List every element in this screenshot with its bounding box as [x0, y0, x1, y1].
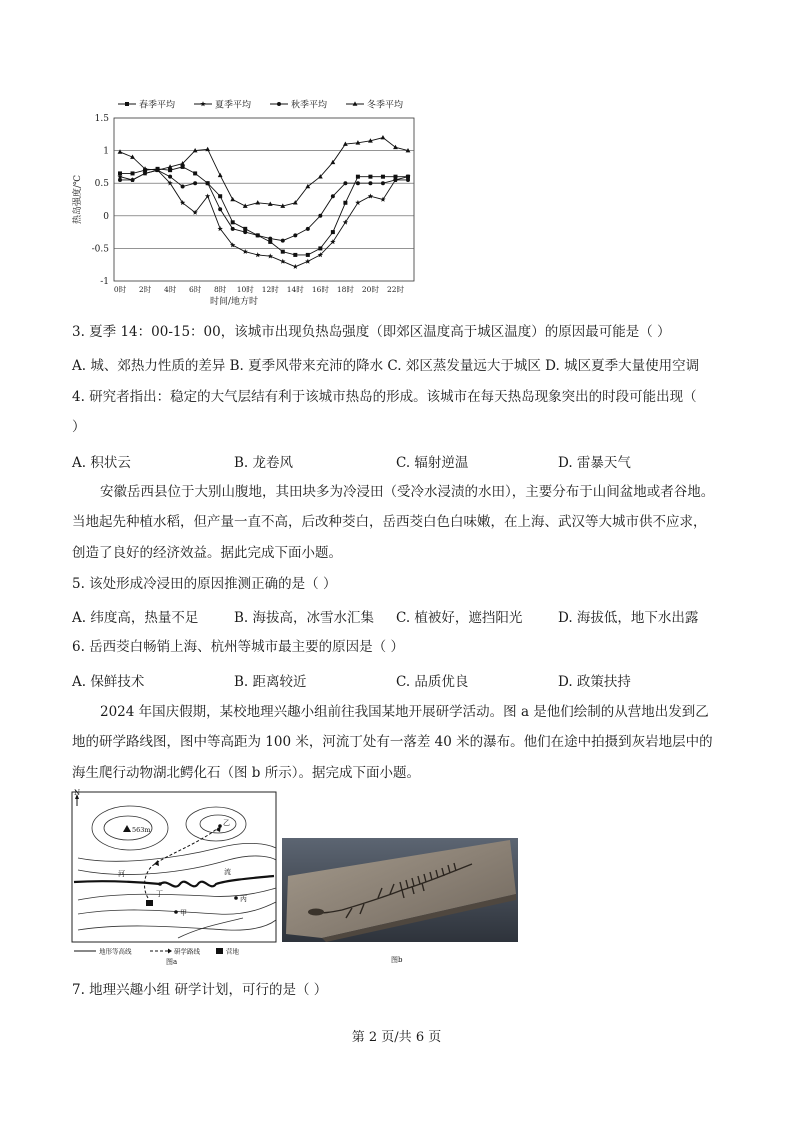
q4-stem: 4. 研究者指出：稳定的大气层结有利于该城市热岛的形成。该城市在每天热岛现象突出的时段可能出现（ [72, 389, 697, 405]
point-jia-label: 甲 [180, 909, 187, 917]
series-2-point [268, 253, 273, 258]
peak-label: 563m [132, 826, 151, 834]
series-3-point [131, 178, 135, 182]
x-tick-label: 6时 [188, 285, 202, 294]
series-line-1 [120, 167, 408, 255]
river-label-he: 河 [118, 870, 125, 878]
legend-marker-3 [277, 102, 281, 106]
legend-contour-label: 地形等高线 [99, 947, 132, 956]
river-label-liu: 流 [224, 868, 231, 876]
y-tick-label: 1.5 [94, 114, 109, 124]
y-tick-label: -1 [100, 277, 109, 287]
q5-option-d: D. 海拔低，地下水出露 [558, 610, 699, 626]
series-2-point [305, 259, 310, 264]
passage1-line1: 安徽岳西县位于大别山腹地，其田块多为冷浸田（受冷水浸渍的水田），主要分布于山间盆地或者谷地。 [100, 484, 715, 500]
series-2-point [293, 264, 298, 269]
series-4-point [305, 184, 310, 188]
series-3-point [168, 175, 172, 179]
series-3-point [181, 184, 185, 188]
series-4-point [218, 173, 223, 177]
series-3-point [281, 239, 285, 243]
q4-option-d: D. 雷暴天气 [558, 455, 631, 471]
series-1-point [168, 168, 172, 172]
x-tick-label: 14时 [286, 285, 304, 294]
q5-option-a: A. 纬度高，热量不足 [72, 610, 199, 626]
series-3-point [268, 237, 272, 241]
legend-label-4: 冬季平均 [367, 100, 404, 111]
y-axis-label: 热岛强度/℃ [73, 174, 83, 225]
series-1-point [281, 250, 285, 254]
legend-camp-label: 营地 [226, 947, 239, 956]
passage2-line3: 海生爬行动物湖北鳄化石（图 b 所示）。据完成下面小题。 [72, 765, 420, 781]
legend-label-1: 春季平均 [139, 100, 176, 111]
series-3-point [318, 214, 322, 218]
series-1-point [231, 220, 235, 224]
figure-a-caption: 图a [166, 958, 178, 966]
series-4-point [381, 135, 386, 139]
x-tick-label: 18时 [336, 285, 354, 294]
legend-marker-1 [125, 102, 129, 106]
series-3-point [293, 233, 297, 237]
series-3-point [368, 181, 372, 185]
series-3-point [406, 178, 410, 182]
x-tick-label: 4时 [163, 285, 177, 294]
q6-option-c: C. 品质优良 [396, 674, 469, 690]
x-tick-label: 8时 [214, 285, 227, 294]
x-tick-label: 20时 [361, 285, 379, 294]
series-3-point [206, 181, 210, 185]
series-2-point [280, 259, 285, 264]
q6-option-a: A. 保鲜技术 [72, 674, 145, 690]
series-3-point [381, 181, 385, 185]
series-2-point [243, 249, 248, 254]
point-yi-marker [218, 824, 222, 828]
series-1-point [318, 246, 322, 250]
series-1-point [368, 175, 372, 179]
series-2-point [343, 220, 348, 225]
series-3-point [243, 230, 247, 234]
series-3-point [231, 227, 235, 231]
legend-marker-2 [200, 101, 205, 106]
series-3-point [193, 181, 197, 185]
series-3-point [218, 207, 222, 211]
q4-option-b: B. 龙卷风 [234, 455, 294, 471]
series-1-point [356, 175, 360, 179]
series-1-point [181, 165, 185, 169]
passage2-line2: 地的研学路线图，图中等高距为 100 米，河流丁处有一落差 40 米的瀑布。他们在途中拍摄到灰岩地层中的 [72, 734, 713, 750]
q5-option-b: B. 海拔高，冰雪水汇集 [234, 610, 375, 626]
q6-option-b: B. 距离较近 [234, 674, 307, 690]
series-3-point [356, 181, 360, 185]
y-tick-label: 1 [103, 146, 109, 157]
series-2-point [368, 193, 373, 198]
series-1-point [193, 171, 197, 175]
point-jia-marker [174, 910, 178, 914]
series-3-point [331, 194, 335, 198]
series-line-2 [120, 170, 408, 267]
map-svg [68, 788, 280, 968]
series-2-point [218, 226, 223, 231]
legend-label-2: 夏季平均 [215, 100, 252, 111]
q3-stem: 3. 夏季 14：00-15：00，该城市出现负热岛强度（即郊区温度高于城区温度）的原因最可能是（ ） [72, 324, 671, 340]
series-3-point [143, 171, 147, 175]
point-bing-marker [234, 896, 238, 900]
series-3-point [256, 233, 260, 237]
camp-icon [146, 900, 153, 906]
q6-option-d: D. 政策扶持 [558, 674, 631, 690]
passage1-line2: 当地起先种植水稻，但产量一直不高，后改种茭白，岳西茭白色白味嫩，在上海、武汉等大城市供不应求， [72, 514, 707, 530]
map-frame [72, 792, 276, 942]
q6-stem: 6. 岳西茭白畅销上海、杭州等城市最主要的原因是（ ） [72, 639, 404, 655]
series-2-point [355, 200, 360, 205]
series-line-3 [120, 170, 408, 240]
figure-b-fossil [282, 838, 518, 968]
page-footer: 第 2 页/共 6 页 [351, 1030, 442, 1045]
x-tick-label: 16时 [311, 285, 329, 294]
series-3-point [343, 181, 347, 185]
legend-route-label: 研学路线 [174, 947, 200, 956]
series-1-point [131, 171, 135, 175]
series-line-4 [120, 138, 408, 206]
point-yi-label: 乙 [223, 819, 230, 827]
y-tick-label: 0.5 [94, 179, 109, 190]
figure-a-map [68, 788, 280, 968]
series-3-point [118, 178, 122, 182]
legend-label-3: 秋季平均 [291, 100, 328, 111]
chart-svg [68, 92, 428, 314]
q4-option-c: C. 辐射逆温 [396, 455, 469, 471]
series-4-point [230, 197, 235, 201]
x-tick-label: 22时 [386, 285, 405, 294]
fossil-head [308, 909, 324, 916]
y-tick-label: -0.5 [91, 244, 109, 255]
x-tick-label: 2时 [138, 285, 152, 294]
x-axis-label: 时间/地方时 [209, 297, 259, 307]
passage1-line3: 创造了良好的经济效益。据此完成下面小题。 [72, 545, 342, 561]
q4-stem-end: ） [72, 419, 86, 435]
series-1-point [306, 253, 310, 257]
y-tick-label: 0 [103, 211, 109, 222]
series-2-point [205, 193, 210, 198]
q3-options: A. 城、郊热力性质的差异 B. 夏季风带来充沛的降水 C. 郊区蒸发量远大于城区 D. 城区夏季大量使用空调 [72, 358, 700, 374]
figure-b-caption: 图b [391, 956, 403, 964]
series-2-point [255, 252, 260, 257]
q7-stem: 7. 地理兴趣小组 研学计划，可行的是（ ） [72, 982, 328, 998]
passage2-line1: 2024 年国庆假期，某校地理兴趣小组前往我国某地开展研学活动。图 a 是他们绘制的从营地出发到乙 [100, 704, 709, 720]
series-1-point [343, 201, 347, 205]
series-1-point [293, 253, 297, 257]
x-tick-label: 12时 [261, 285, 279, 294]
point-ding-label: 丁 [156, 890, 163, 898]
series-4-point [118, 149, 123, 153]
q5-option-c: C. 植被好，遮挡阳光 [396, 610, 523, 626]
series-4-point [393, 145, 398, 149]
x-tick-label: 10时 [236, 285, 254, 294]
point-bing-label: 丙 [240, 895, 247, 903]
fossil-svg [282, 838, 518, 968]
heat-island-chart [68, 92, 428, 314]
north-label: N [74, 789, 81, 797]
series-4-point [205, 147, 210, 151]
legend-camp-icon [216, 948, 223, 954]
series-1-point [218, 194, 222, 198]
legend-route-arrow-icon [168, 949, 172, 954]
x-tick-label: 0时 [113, 285, 127, 294]
q4-option-a: A. 积状云 [72, 455, 131, 471]
q5-stem: 5. 该处形成冷浸田的原因推测正确的是（ ） [72, 576, 337, 592]
series-4-point [255, 200, 260, 204]
series-1-point [331, 230, 335, 234]
series-3-point [393, 178, 397, 182]
point-ding-marker [158, 882, 162, 886]
series-3-point [306, 227, 310, 231]
series-1-point [381, 175, 385, 179]
